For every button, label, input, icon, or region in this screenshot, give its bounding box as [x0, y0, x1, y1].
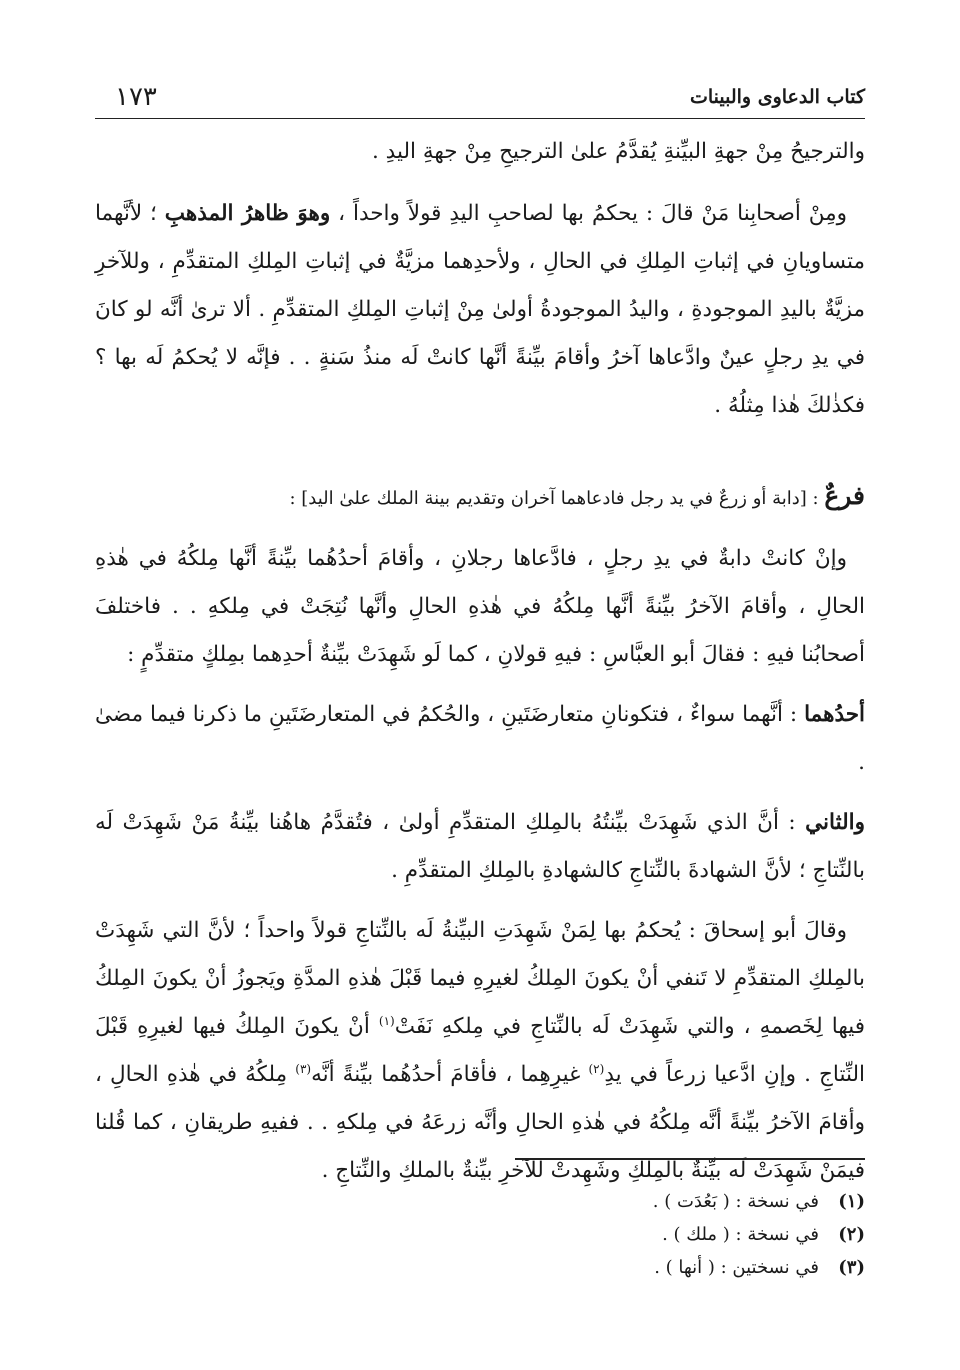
second-view-label: والثاني [805, 810, 865, 835]
footnote-ref: (٢) [588, 1061, 605, 1076]
footnote-text: في نسختين : ( أنها ) . [654, 1257, 819, 1278]
emphasis-text: وهوَ ظاهرُ المذهبِ [164, 201, 331, 226]
footnote-number: (٢) [838, 1224, 865, 1245]
paragraph-text: وقالَ أبو إسحاقَ : يُحكمُ بها لِمَنْ شَهِدَتِ البيِّنةُ لَه بالنِّتاجِ قولاً واحداً ؛ لأنَّ التي شَهِدَتْ بالمِلكِ المتقدِّمِ لا تَنفي أنْ يكونَ المِلكُ لغيرِهِ فيما قَبْلَ هٰذهِ المدَّةِ ويَجوزُ أنْ يكونَ المِلكُ فيها لِخَصمهِ ، والتي شَهِدَتْ لَه بالنِّتاجِ في مِلكهِ نَفَتْ [95, 918, 865, 1039]
page-header [95, 82, 865, 119]
branch-heading [95, 472, 865, 523]
paragraph [95, 799, 865, 895]
footnote-number: (١) [838, 1191, 865, 1212]
footnote [95, 1185, 865, 1218]
paragraph-text: : أنَّهما سواءٌ ، فتكونانِ متعارضَتَينِ ، والحُكمُ في المتعارضَتَينِ ما ذكرنا فيما مضىٰ . [95, 702, 865, 775]
paragraph [95, 907, 865, 1195]
main-text [95, 128, 865, 1195]
footnote [95, 1251, 865, 1284]
page-number: ١٧٣ [115, 82, 157, 112]
paragraph-text: : أنَّ الذي شَهِدَتْ بيِّنتُهُ بالمِلكِ المتقدِّمِ أولىٰ ، فتُقدَّمُ هاهُنا بيِّنةُ مَنْ شَهِدَتْ لَه بالنِّتاجِ ؛ لأنَّ الشهادةَ بالنِّتاجِ كالشهادةِ بالمِلكِ المتقدِّمِ . [95, 810, 865, 883]
branch-title: : [دابة أو زرعٌ في يد رجل فادعاهما آخران وتقديم بينة الملك علىٰ اليد] : [289, 488, 825, 509]
footnotes [95, 1185, 865, 1284]
paragraph-text: أنْ يكونَ المِلكُ فيها لغيرِهِ قَبْلَ النِّتاجِ . وإنِ ادَّعيا زرعاً في يدِ [95, 1014, 865, 1087]
branch-label: فرعٌ [824, 481, 865, 510]
footnote-ref: (١) [378, 1013, 395, 1028]
paragraph [95, 190, 865, 430]
paragraph: وإنْ كانتْ دابةٌ في يدِ رجلٍ ، فادَّعاها رجلانِ ، وأقامَ أحدُهُما بيِّنةً أنَّها مِلكُهُ في هٰذهِ الحالِ ، وأقامَ الآخرُ بيِّنةً أنَّها مِلكُهُ في هٰذهِ الحالِ وأنَّها نُتِجَتْ في مِلكهِ . . فاختلفَ أصحابُنا فيهِ : فقالَ أبو العبَّاسِ : فيهِ قولانِ ، كما لَو شَهِدَتْ بيِّنةٌ أحدِهما بمِلكٍ متقدِّمٍ : [95, 546, 865, 667]
running-title: كتاب الدعاوى والبينات [689, 86, 865, 108]
paragraph-text: مِلكُهُ في هٰذهِ الحالِ ، وأقامَ الآخرُ بيِّنةً أنَّه مِلكُهُ في هٰذهِ الحالِ وأنَّه زرعَهُ في مِلكهِ . . ففيهِ طريقانِ ، كما قُلنا فيمَنْ شَهِدَتْ لَه بيِّنةٌ بالمِلكِ وشَهِدتْ للآخرِ بيِّنةٌ بالملكِ والنِّتاجِ . [95, 1062, 865, 1183]
paragraph-text: ومِنْ أصحابِنا مَنْ قالَ : يحكمُ بها لصاحبِ اليدِ قولاً واحداً ، [330, 201, 847, 226]
footnote-number: (٣) [838, 1257, 865, 1278]
paragraph-text: غيرِهِما ، فأقامَ أحدُهُما بيِّنةً أنَّه [311, 1062, 589, 1087]
paragraph-text: ؛ لأنَّهما متساويانِ في إثباتِ المِلكِ في الحالِ ، ولأحدِهما مزيَّةٌ في إثباتِ المِلكِ المتقدِّمِ ، وللآخرِ مزيَّةٌ باليدِ الموجودةِ ، واليدُ الموجودةُ أولىٰ مِنْ إثباتِ المِلكِ المتقدِّمِ . ألا ترىٰ أنَّه لو كانَ في يدِ رجلٍ عينٌ وادَّعاها آخرُ وأقامَ بيِّنةً أنَّها كانتْ لَه منذُ سَنةٍ . . فإنَّه لا يُحكمُ لَه بها ؟ فكذٰلكَ هٰذا مِثلُهُ . [95, 201, 865, 418]
footnote-separator [515, 1158, 865, 1160]
footnote-text: في نسخة : ( بَعُدَت ) . [652, 1191, 819, 1212]
footnote [95, 1218, 865, 1251]
footnote-ref: (٣) [295, 1061, 312, 1076]
paragraph-continuation: والترجيحُ مِنْ جهةِ البيِّنةِ يُقدَّمُ علىٰ الترجيحِ مِنْ جهةِ اليدِ . [372, 139, 865, 164]
footnote-text: في نسخة : ( ملك ) . [662, 1224, 819, 1245]
first-view-label: أحدُهما [804, 702, 865, 727]
paragraph [95, 691, 865, 787]
